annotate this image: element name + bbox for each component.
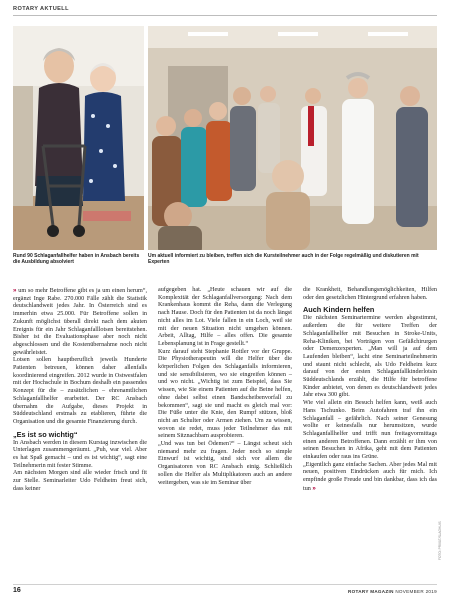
photo-caption-right: Um aktuell informiert zu bleiben, treffen sich die Kursteilnehmer auch in der Folge regelmäßig und diskutieren mit Experten <box>148 253 419 266</box>
photo-group-discussion <box>148 26 437 250</box>
text-column-2 <box>158 287 292 487</box>
paragraph: Wie viel allein ein Besuch helfen kann, weiß auch Hans Tschunko. Beim Autofahren traf ihn ein Schlaganfall – gefährlich. Nach seiner Genesung wollte er keinesfalls nur herumsitzen, wurde Schlaganfallhelfer und trifft nun freitagvormittags einen anderen Betroffenen. Dann erzählt er ihm von seinen Besuchen in Afrika, geht mit dem Patienten einkaufen oder raus ins Grüne. <box>303 400 437 461</box>
section-label: ROTARY AKTUELL <box>13 6 69 12</box>
text-column-3 <box>303 287 437 494</box>
paragraph: Kurz darauf steht Stephanie Rottler vor der Gruppe. Die Physiotherapeutin will die Helfer über die körperlichen Folgen des Schlaganfalls informieren, und sie sensibilisieren, wo sie eingreifen können – und wo nicht. „Wichtig ist zum Beispiel, dass Sie wissen, wie Sie einem Patienten auf die Beine helfen, ohne dabei selbst einen Bandscheibenvorfall zu bekommen“, sagt sie und macht es gleich mal vor: Die Füße unter die Knie, den Rumpf stützen, bloß nicht an Schulter oder Armen ziehen. Um zu wissen, wovon sie redet, muss jeder Teilnehmer das mit seinem Sitznachbarn ausprobieren. <box>158 348 292 440</box>
photo-credit: FOTO: PRIVAT/SLAGHUIS <box>438 521 442 560</box>
page-number: 16 <box>13 587 21 594</box>
paragraph: » um so mehr Betroffene gibt es ja um einen herum“, ergänzt Inge Rabe. 270.000 Fälle zählt die Statistik deutschlandweit jedes Jahr. In Österreich sind es immerhin etwa 25.000. Für Betroffene sollen in Zukunft möglichst überall direkt nach dem akuten Ereignis für ein Jahr Schlaganfalllotsen bereitstehen. Bisher ist die Evaluationsphase aber noch nicht abgeschlossen und die Kostenübernahme noch nicht gewährleistet. <box>13 287 147 356</box>
text-column-1 <box>13 287 147 494</box>
photo-caption-left: Rund 90 Schlaganfallhelfer haben in Ansbach bereits die Ausbildung absolviert <box>13 253 140 266</box>
paragraph: In Ansbach werden in diesem Kurstag inzwischen die Unterlagen zusammengeräumt. „Puh, war viel. Aber es hat Spaß gemacht – und es ist wichtig“, sagt eine Teilnehmerin mit fester Stimme. <box>13 439 147 469</box>
paragraph: „Eigentlich ganz einfache Sachen. Aber jedes Mal mit neuen, positiven Eindrücken auch für mich. Ich empfinde große Freude und bin dankbar, dass ich das tun » <box>303 461 437 492</box>
paragraph: Am nächsten Morgen sind alle wieder frisch und fit zur Stelle. Seminarleiter Udo Feldheim freut sich, dass keiner <box>13 470 147 492</box>
subheading: „Es ist so wichtig“ <box>13 429 78 439</box>
paragraph: die Krankheit, Behandlungsmöglichkeiten, Hilfen oder den gesetzlichen Hintergrund erfahren haben. <box>303 287 437 301</box>
continuation-arrow: » <box>312 484 316 492</box>
paragraph: Die nächsten Seminartermine werden abgestimmt, außerdem die für weitere Treffen der Schlaganfallhelfer mit Besuchen in Stroke-Units, Reha-Kliniken, bei Vorträgen von Gefäßchirurgen oder Demenzexperten. „Man will ja auf dem Laufenden bleiben“, lacht eine Seminarteilnehmerin und staunt nicht schlecht, als Udo Feldheim kurz darauf von der ersten Schlaganfallkinderlotsin Süddeutschlands erzählt, die Hilfe für betroffene Kinder anbietet, von denen es deutschlandweit jedes Jahr etwa 300 gibt. <box>303 315 437 399</box>
magazine-footer <box>348 589 437 594</box>
paragraph: Lotsen sollen hauptberuflich jeweils Hunderte Patienten betreuen, können daher allenfalls koordinierend eingreifen. 2012 wurde in Ostwestfalen mit der Hochschule in Bochum deshalb ein passendes Konzept für die – zusätzlichen – ehrenamtlichen Schlaganfallhelfer erarbeitet. Der RC Ansbach übernahm die Aufgabe, dieses Projekt in Süddeutschland erstmals zu etablieren, führte die Organisation und die gesamte Finanzierung durch. <box>13 357 147 425</box>
photo-two-women-rollator <box>13 26 144 250</box>
issue-date: NOVEMBER 2019 <box>395 589 437 594</box>
paragraph: aufgegeben hat. „Heute schauen wir auf die Komplexität der Schlaganfallversorgung: Nach dem Krankenhaus kommt die Reha, dann die Verlegung nach Hause. Doch für den Patienten ist da noch längst nicht alles im Lot. Viele fallen in ein Loch, weil sie mit der neuen Situation nicht umgehen können. Arbeit, Alltag, Hilfe – alles offen. Die gesamte Lebensplanung ist in Frage gestellt.“ <box>158 287 292 347</box>
header-rule <box>13 15 437 16</box>
subheading: Auch Kindern helfen <box>303 305 375 315</box>
footer-rule <box>13 584 437 585</box>
continuation-arrow: » <box>13 287 17 294</box>
magazine-name: ROTARY MAGAZIN <box>348 589 394 594</box>
paragraph: „Und was tun bei Ödemen?“ – Längst scheut sich niemand mehr zu fragen. Jeder noch so simple Einwurf ist wichtig, sind sich vor allem die Organisatoren von RC Ansbach einig. Schließlich sollen die Helfer als Multiplikatoren auch an andere weitergeben, was sie im Seminar über <box>158 441 292 486</box>
